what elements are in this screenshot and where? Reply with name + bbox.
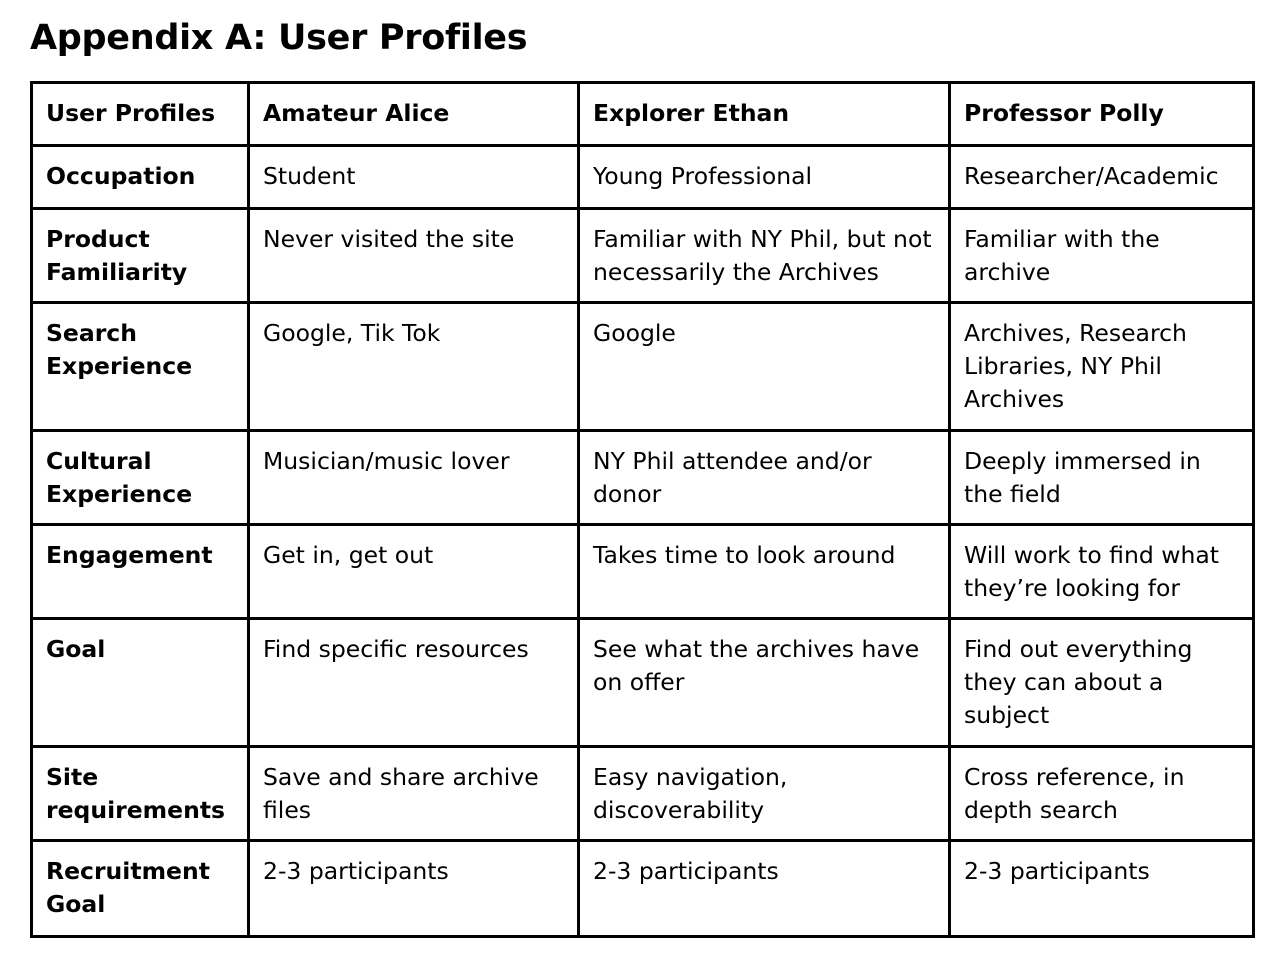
table-cell: Google, Tik Tok — [249, 303, 579, 431]
table-cell: 2-3 participants — [579, 841, 950, 937]
row-label: Product Familiarity — [32, 209, 249, 303]
table-row-cultural-experience — [32, 431, 1254, 525]
table-cell: Takes time to look around — [579, 525, 950, 619]
user-profiles-table — [30, 81, 1255, 938]
row-label: Recruitment Goal — [32, 841, 249, 937]
table-row-product-familiarity — [32, 209, 1254, 303]
column-header-explorer-ethan: Explorer Ethan — [579, 83, 950, 146]
table-cell: Researcher/Academic — [950, 146, 1254, 209]
table-cell: Familiar with the archive — [950, 209, 1254, 303]
table-row-recruitment-goal — [32, 841, 1254, 937]
table-cell: Familiar with NY Phil, but not necessarily the Archives — [579, 209, 950, 303]
table-row-goal — [32, 619, 1254, 747]
table-cell: Will work to find what they’re looking for — [950, 525, 1254, 619]
table-cell: Young Professional — [579, 146, 950, 209]
table-cell: Musician/music lover — [249, 431, 579, 525]
table-cell: Find out everything they can about a subject — [950, 619, 1254, 747]
table-cell: 2-3 participants — [249, 841, 579, 937]
table-cell: Never visited the site — [249, 209, 579, 303]
table-cell: Get in, get out — [249, 525, 579, 619]
table-row-search-experience — [32, 303, 1254, 431]
table-cell: Student — [249, 146, 579, 209]
table-cell: See what the archives have on offer — [579, 619, 950, 747]
table-cell: Find specific resources — [249, 619, 579, 747]
table-cell: Deeply immersed in the field — [950, 431, 1254, 525]
table-cell: Easy navigation, discoverability — [579, 747, 950, 841]
page-title: Appendix A: User Profiles — [30, 18, 528, 58]
table-header-row — [32, 83, 1254, 146]
table-row-occupation — [32, 146, 1254, 209]
row-label: Occupation — [32, 146, 249, 209]
row-label: Site requirements — [32, 747, 249, 841]
column-header-user-profiles: User Profiles — [32, 83, 249, 146]
row-label: Cultural Experience — [32, 431, 249, 525]
table-row-engagement — [32, 525, 1254, 619]
row-label: Search Experience — [32, 303, 249, 431]
table-cell: NY Phil attendee and/or donor — [579, 431, 950, 525]
table-cell: 2-3 participants — [950, 841, 1254, 937]
row-label: Goal — [32, 619, 249, 747]
table-cell: Save and share archive files — [249, 747, 579, 841]
table-cell: Google — [579, 303, 950, 431]
column-header-amateur-alice: Amateur Alice — [249, 83, 579, 146]
row-label: Engagement — [32, 525, 249, 619]
table-row-site-requirements — [32, 747, 1254, 841]
table-cell: Cross reference, in depth search — [950, 747, 1254, 841]
column-header-professor-polly: Professor Polly — [950, 83, 1254, 146]
table-cell: Archives, Research Libraries, NY Phil Archives — [950, 303, 1254, 431]
